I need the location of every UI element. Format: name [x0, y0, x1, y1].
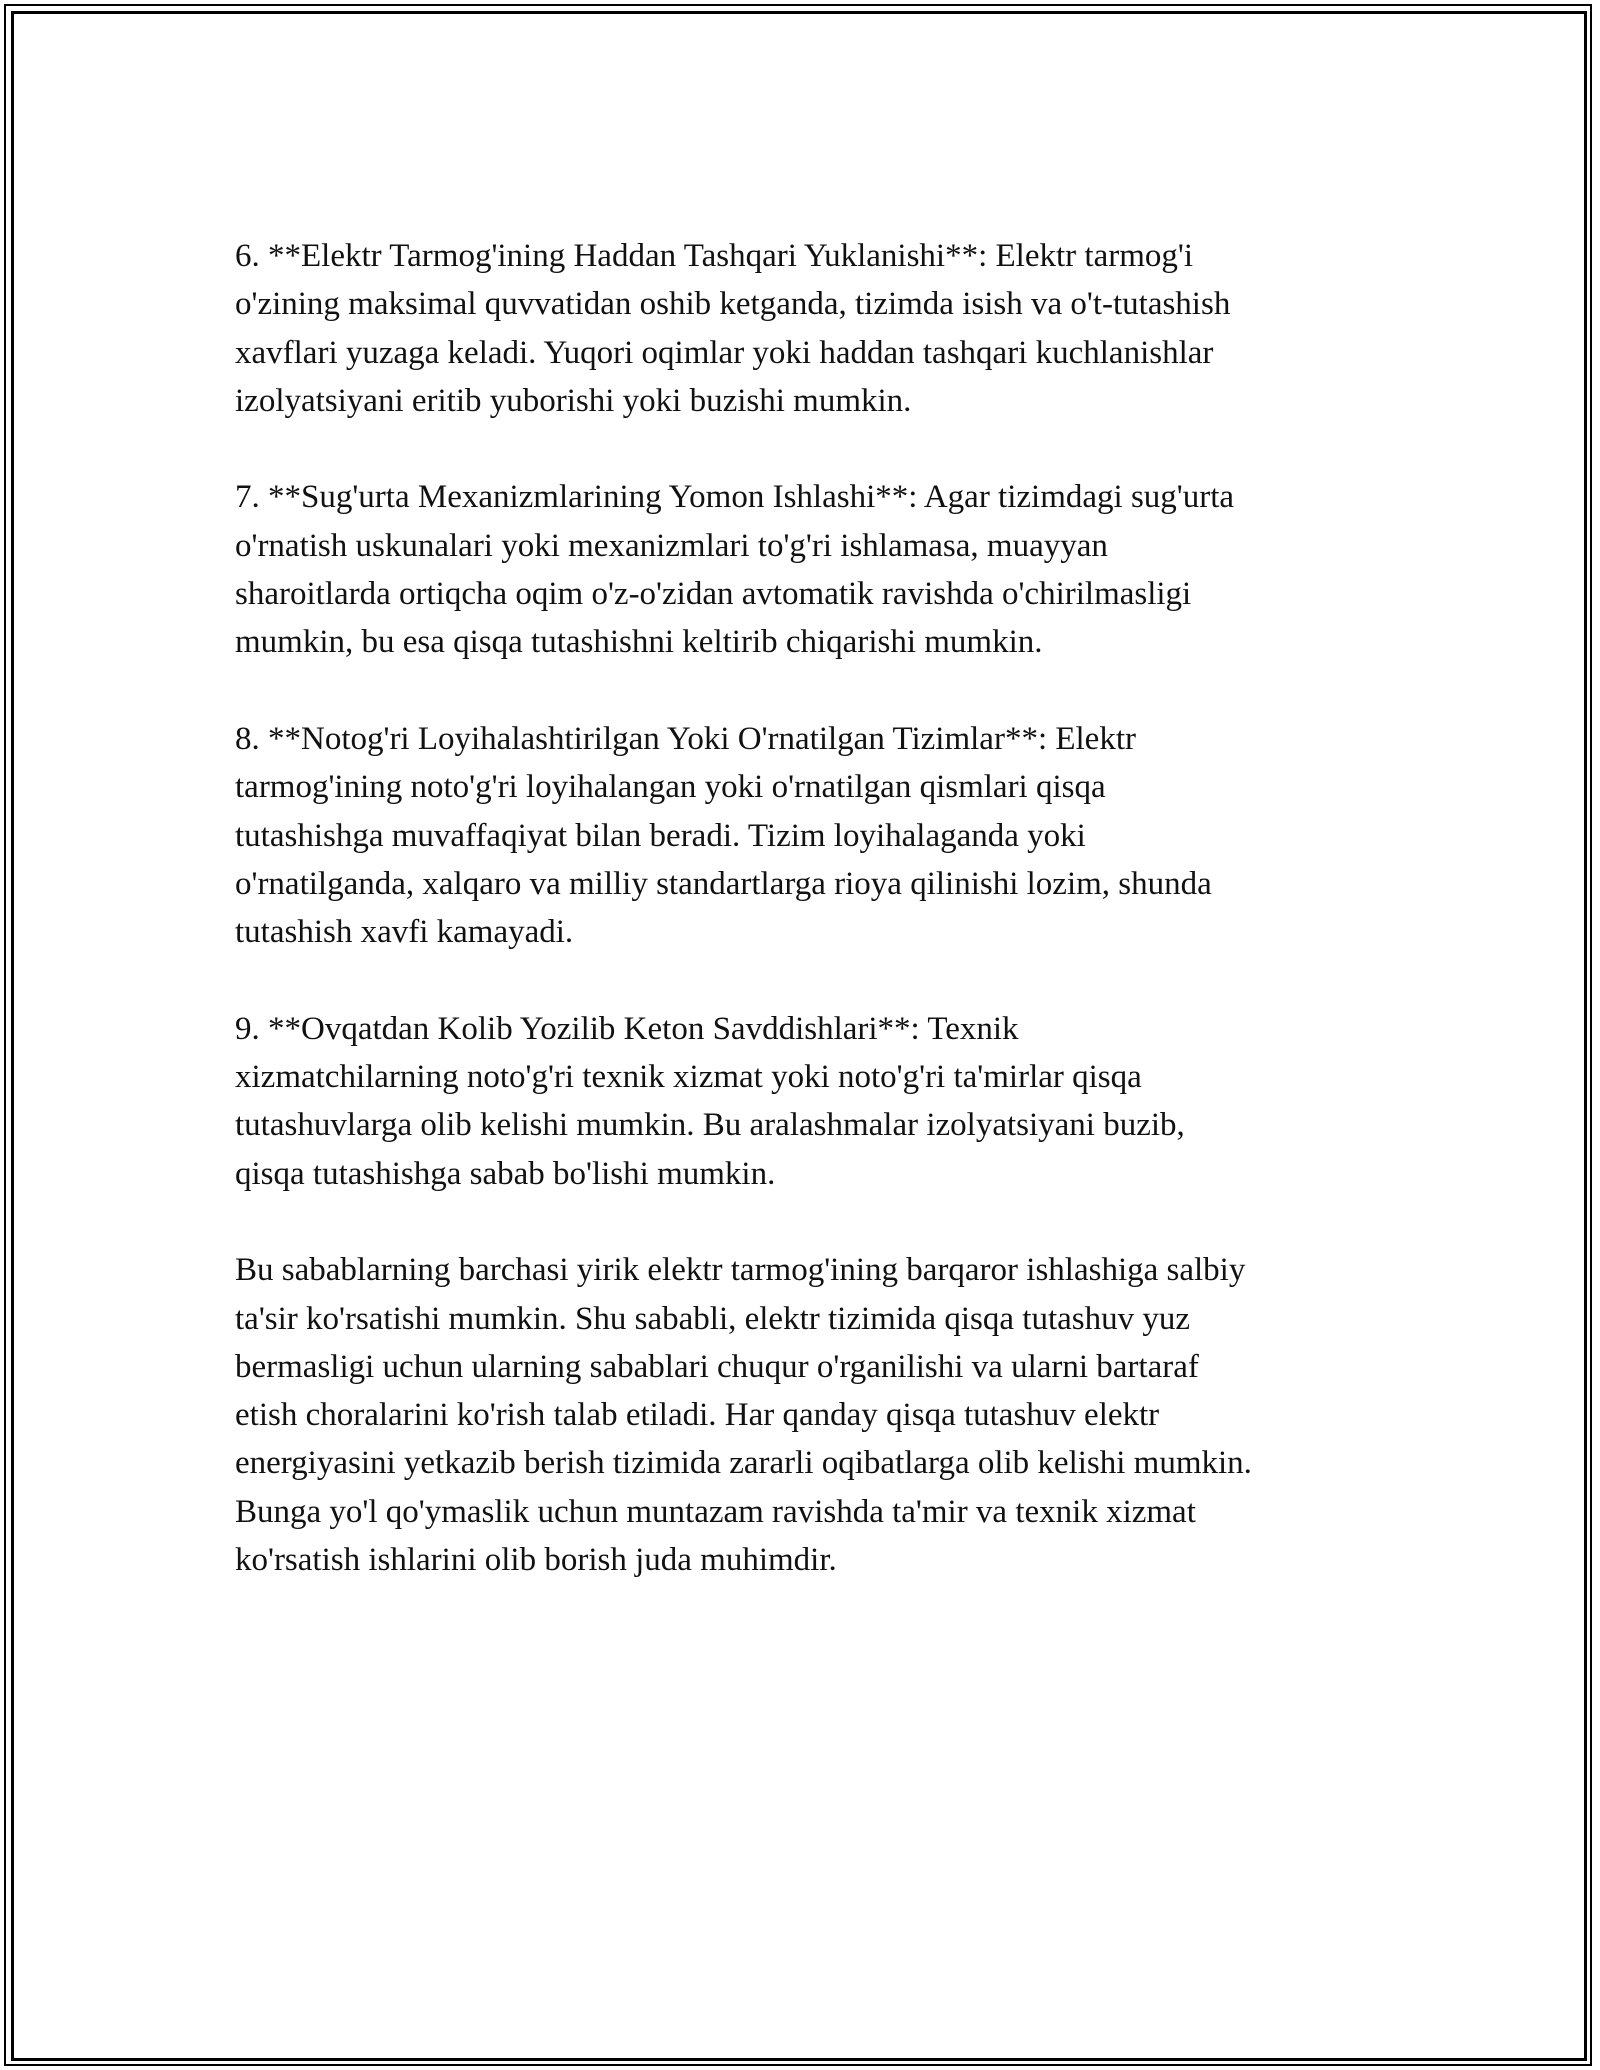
paragraph-line: Bunga yo'l qo'ymaslik uchun muntazam ravishda ta'mir va texnik xizmat: [235, 1493, 1196, 1530]
paragraph-item-7: [235, 473, 1395, 666]
paragraph-line: tarmog'ining noto'g'ri loyihalangan yoki o'rnatilgan qismlari qisqa: [235, 769, 1106, 806]
paragraph-item-9: [235, 1005, 1395, 1198]
paragraph-item-6: [235, 232, 1395, 425]
paragraph-line: tutashish xavfi kamayadi.: [235, 914, 574, 951]
paragraph-line: xavflari yuzaga keladi. Yuqori oqimlar yoki haddan tashqari kuchlanishlar: [235, 334, 1214, 371]
paragraph-line: 9. **Ovqatdan Kolib Yozilib Keton Savddishlari**: Texnik: [235, 1010, 1019, 1047]
paragraph-line: energiyasini yetkazib berish tizimida zararli oqibatlarga olib kelishi mumkin.: [235, 1445, 1252, 1482]
paragraph-line: tutashishga muvaffaqiyat bilan beradi. Tizim loyihalaganda yoki: [235, 817, 1086, 854]
paragraph-line: xizmatchilarning noto'g'ri texnik xizmat yoki noto'g'ri ta'mirlar qisqa: [235, 1059, 1142, 1096]
paragraph-line: qisqa tutashishga sabab bo'lishi mumkin.: [235, 1155, 776, 1192]
paragraph-line: bermasligi uchun ularning sabablari chuqur o'rganilishi va ularni bartaraf: [235, 1348, 1199, 1385]
paragraph-line: etish choralarini ko'rish talab etiladi. Har qanday qisqa tutashuv elektr: [235, 1397, 1160, 1434]
paragraph-line: Bu sabablarning barchasi yirik elektr tarmog'ining barqaror ishlashiga salbiy: [235, 1252, 1246, 1289]
paragraph-line: 6. **Elektr Tarmog'ining Haddan Tashqari Yuklanishi**: Elektr tarmog'i: [235, 238, 1193, 274]
paragraph-line: ta'sir ko'rsatishi mumkin. Shu sababli, elektr tizimida qisqa tutashuv yuz: [235, 1300, 1191, 1337]
paragraph-line: o'zining maksimal quvvatidan oshib ketganda, tizimda isish va o't-tutashish: [235, 286, 1231, 323]
paragraph-conclusion: [235, 1246, 1395, 1584]
paragraph-item-8: [235, 715, 1395, 956]
paragraph-line: izolyatsiyani eritib yuborishi yoki buzishi mumkin.: [235, 382, 912, 419]
paragraph-line: sharoitlarda ortiqcha oqim o'z-o'zidan avtomatik ravishda o'chirilmasligi: [235, 576, 1192, 613]
paragraph-line: o'rnatish uskunalari yoki mexanizmlari to'g'ri ishlamasa, muayyan: [235, 527, 1108, 564]
paragraph-line: mumkin, bu esa qisqa tutashishni keltirib chiqarishi mumkin.: [235, 624, 1043, 661]
document-body: [235, 232, 1395, 1633]
paragraph-line: ko'rsatish ishlarini olib borish juda muhimdir.: [235, 1542, 837, 1579]
paragraph-line: 7. **Sug'urta Mexanizmlarining Yomon Ishlashi**: Agar tizimdagi sug'urta: [235, 479, 1235, 516]
paragraph-line: 8. **Notog'ri Loyihalashtirilgan Yoki O'rnatilgan Tizimlar**: Elektr: [235, 720, 1136, 757]
paragraph-line: tutashuvlarga olib kelishi mumkin. Bu aralashmalar izolyatsiyani buzib,: [235, 1107, 1185, 1144]
paragraph-line: o'rnatilganda, xalqaro va milliy standartlarga rioya qilinishi lozim, shunda: [235, 865, 1212, 902]
